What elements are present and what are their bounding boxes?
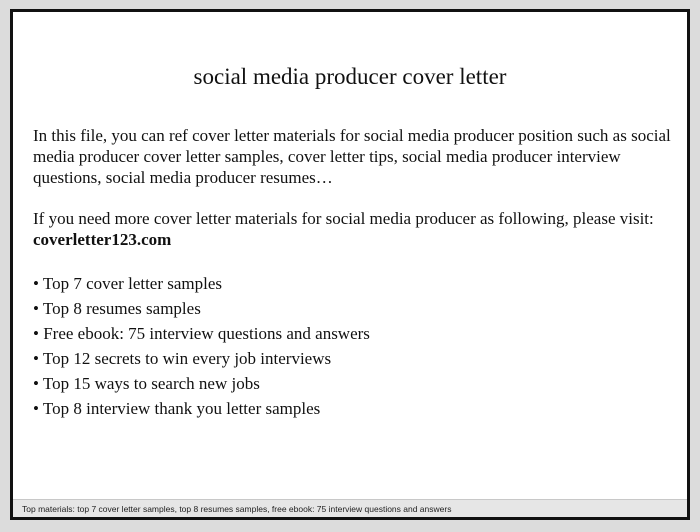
website-link[interactable]: coverletter123.com — [33, 230, 172, 249]
more-info-paragraph — [33, 208, 673, 250]
list-item: • Top 8 interview thank you letter samples — [33, 399, 321, 418]
materials-list — [33, 271, 370, 421]
intro-paragraph: In this file, you can ref cover letter materials for social media producer position such as social media producer cover letter samples, cover letter tips, social media producer interview questions, social media producer resumes… — [33, 126, 671, 187]
page-title: social media producer cover letter — [193, 64, 507, 89]
document-slide — [10, 9, 690, 520]
list-item: • Top 8 resumes samples — [33, 299, 201, 318]
list-item: • Top 12 secrets to win every job interviews — [33, 349, 332, 368]
list-item: • Top 15 ways to search new jobs — [33, 374, 260, 393]
footer-bar: Top materials: top 7 cover letter samples, top 8 resumes samples, free ebook: 75 interview questions and answers — [13, 499, 687, 517]
list-item: • Top 7 cover letter samples — [33, 274, 223, 293]
list-item: • Free ebook: 75 interview questions and answers — [33, 324, 370, 343]
more-info-text: If you need more cover letter materials for social media producer as following, please visit: — [33, 209, 654, 228]
